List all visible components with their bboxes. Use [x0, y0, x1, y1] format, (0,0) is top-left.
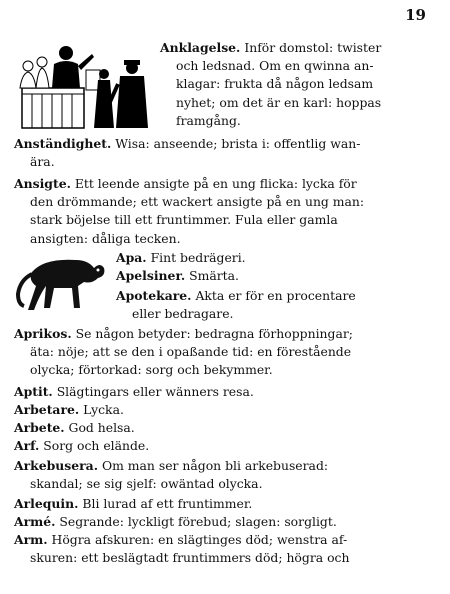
entry-text: nyhet; om det är en karl: hoppas	[176, 94, 382, 110]
page-number: 19	[405, 6, 426, 24]
entry-headword: Arf.	[14, 438, 40, 453]
entry-text: den drömmande; ett wackert ansigte på en ung man:	[30, 194, 365, 210]
entry-text: stark böjelse till ett fruntimmer. Fula eller gamla	[30, 212, 338, 228]
entry-continuation-line	[176, 58, 374, 75]
entry-headword: Arm.	[14, 532, 48, 547]
entry-continuation-line	[30, 362, 273, 379]
entry-text: skuren: ett beslägtadt fruntimmers död; högra och	[30, 550, 350, 566]
entry-headword: Anklagelse.	[160, 40, 241, 55]
entry-continuation-line	[30, 231, 181, 248]
entry-first-line	[14, 496, 252, 513]
entry-text: Slägtingars eller wänners resa.	[52, 384, 254, 399]
entry-continuation-line	[176, 113, 241, 130]
entry-headword: Arkebusera.	[14, 458, 99, 473]
entry-headword: Apa.	[116, 250, 147, 265]
entry-text: Smärta.	[185, 268, 239, 283]
entry-first-line	[116, 288, 356, 305]
entry-text: Wisa: anseende; brista i: offentlig wan-	[111, 136, 361, 151]
entry-text: Sorg och elände.	[39, 438, 150, 453]
entry-text: olycka; förtorkad: sorg och bekymmer.	[30, 362, 273, 378]
entry-first-line	[14, 136, 360, 153]
entry-continuation-line	[30, 154, 55, 171]
entry-headword: Aptit.	[14, 384, 53, 399]
entry-continuation-line	[132, 306, 233, 323]
entry-first-line	[14, 326, 353, 343]
entry-text: Bli lurad af ett fruntimmer.	[78, 496, 253, 511]
entry-headword: Apotekare.	[116, 288, 192, 303]
entry-continuation-line	[30, 212, 338, 229]
entry-headword: Ansigte.	[14, 176, 71, 191]
monkey-illustration	[14, 250, 110, 316]
entry-continuation-line	[30, 194, 364, 211]
entry-text: klagar: frukta då någon ledsam	[176, 76, 374, 92]
entry-first-line	[14, 420, 135, 437]
entry-first-line	[160, 40, 381, 57]
entry-text: Lycka.	[79, 402, 124, 417]
entry-first-line	[14, 176, 357, 193]
entry-text: God helsa.	[64, 420, 135, 435]
entry-first-line	[14, 514, 337, 531]
entry-headword: Aprikos.	[14, 326, 72, 341]
entry-continuation-line	[30, 476, 263, 493]
entry-headword: Arbete.	[14, 420, 65, 435]
entry-first-line	[14, 438, 149, 455]
entry-first-line	[116, 268, 239, 285]
entry-text: Högra afskuren: en slägtinges död; wenstra af-	[47, 532, 348, 547]
entry-text: skandal; se sig sjelf: owäntad olycka.	[30, 476, 263, 492]
entry-headword: Arbetare.	[14, 402, 80, 417]
entry-text: ansigten: dåliga tecken.	[30, 230, 181, 246]
entry-text: framgång.	[176, 112, 241, 128]
entry-text: äta: nöje; att se den i opaßande tid: en förestående	[30, 344, 352, 360]
entry-text: Om man ser någon bli arkebuserad:	[98, 458, 329, 473]
entry-continuation-line	[176, 95, 381, 112]
entry-text: Ett leende ansigte på en ung flicka: lycka för	[70, 176, 357, 191]
entry-text: Inför domstol: twister	[240, 40, 382, 55]
entry-first-line	[14, 402, 124, 419]
entry-continuation-line	[30, 550, 349, 567]
entry-headword: Apelsiner.	[116, 268, 186, 283]
entry-headword: Arlequin.	[14, 496, 79, 511]
entry-text: Akta er för en procentare	[191, 288, 356, 303]
entry-text: ära.	[30, 154, 55, 170]
entry-first-line	[116, 250, 246, 267]
entry-text: Se någon betyder: bedragna förhoppningar;	[71, 326, 353, 341]
entry-continuation-line	[176, 76, 373, 93]
entry-first-line	[14, 384, 254, 401]
entry-text: och ledsnad. Om en qwinna an-	[176, 58, 374, 74]
entry-first-line	[14, 458, 328, 475]
entry-continuation-line	[30, 344, 351, 361]
entry-headword: Anständighet.	[14, 136, 112, 151]
entry-headword: Armé.	[14, 514, 56, 529]
entry-first-line	[14, 532, 347, 549]
entry-text: Segrande: lyckligt förebud; slagen: sorgligt.	[55, 514, 337, 529]
entry-text: Fint bedrägeri.	[146, 250, 246, 265]
entry-text: eller bedragare.	[132, 306, 234, 322]
courtroom-illustration	[14, 44, 156, 134]
